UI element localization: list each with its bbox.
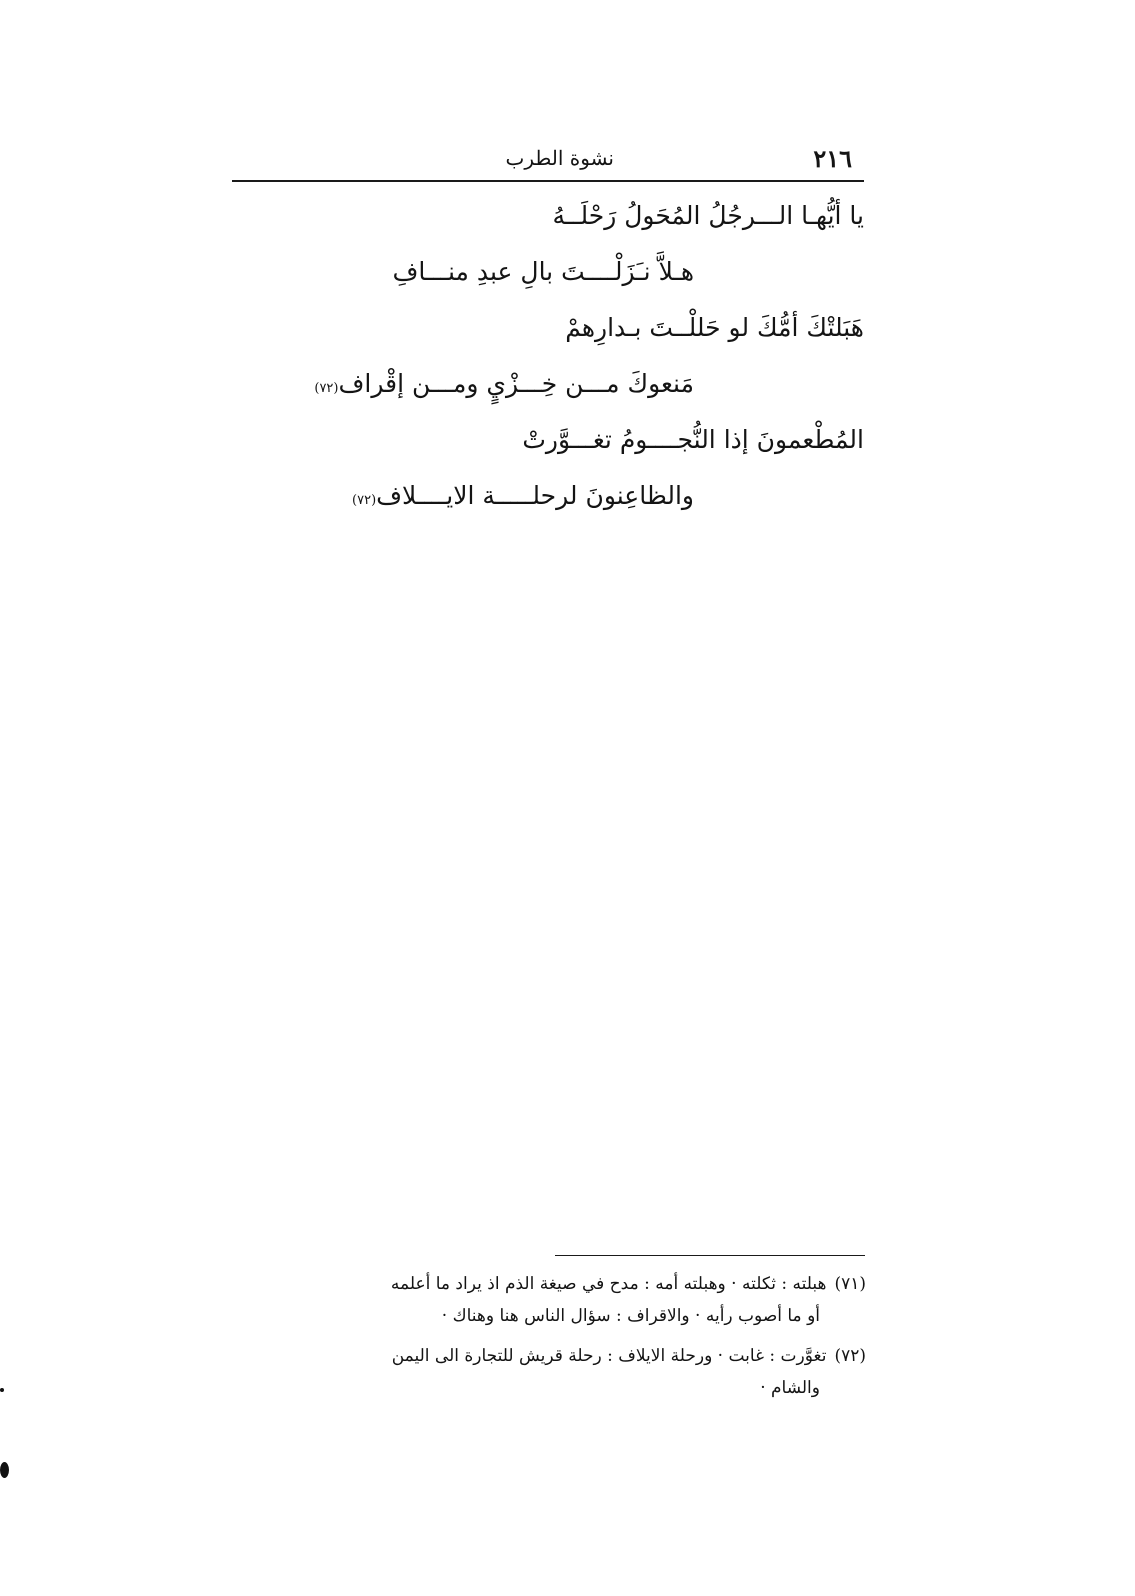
- footnotes: [232, 1268, 866, 1412]
- poem-line: [232, 196, 864, 236]
- scan-speck: [0, 1388, 4, 1392]
- footnote-line: [232, 1268, 866, 1300]
- page-number: ٢١٦: [813, 144, 852, 173]
- running-header: [232, 140, 864, 180]
- footnote-text: أو ما أصوب رأيه · والاقراف : سؤال الناس هنا وهناك ·: [441, 1306, 820, 1326]
- poem-line: [232, 476, 864, 516]
- poem-line: [232, 420, 864, 460]
- poem-line: [232, 252, 864, 292]
- footnote-line: [232, 1300, 866, 1332]
- poem-line-text: يا أيُّهـا الـــرجُلُ المُحَولُ رَحْلَــهُ: [552, 201, 864, 230]
- footnote: [232, 1340, 866, 1404]
- footnote-text: تغوَّرت : غابت · ورحلة الايلاف : رحلة قريش للتجارة الى اليمن: [391, 1346, 827, 1366]
- poem-line-text: هـلاَّ نـَزَلْــــتَ بالِ عبدِ منـــافِ: [392, 257, 694, 286]
- header-rule: [232, 180, 864, 182]
- scan-speck: [0, 1462, 9, 1478]
- poem-line-text: والظاعِنونَ لرحلـــــة الايــــلاف: [376, 481, 694, 510]
- footnote-line: [232, 1372, 866, 1404]
- poem-line-text: هَبَلتْكَ أمُّكَ لو حَللْــتَ بـدارِهمْ: [565, 313, 864, 342]
- poem-line-text: مَنعوكَ مـــن خِـــزْيٍ ومـــن إقْراف: [338, 369, 694, 398]
- poem-line-text: المُطْعمونَ إذا النُّجــــومُ تغـــوَّرتْ: [522, 425, 864, 454]
- footnote-marker: (٧٢): [352, 493, 377, 508]
- footnote-text: والشام ·: [760, 1378, 820, 1398]
- footnote: [232, 1268, 866, 1332]
- running-title: نشوة الطرب: [505, 146, 614, 170]
- footnote-separator: [555, 1255, 865, 1256]
- footnote-number: (٧١): [834, 1274, 866, 1294]
- poem-line: [232, 364, 864, 404]
- footnote-number: (٧٢): [834, 1346, 866, 1366]
- footnote-line: [232, 1340, 866, 1372]
- poem-line: [232, 308, 864, 348]
- footnote-text: هبلته : ثكلته · وهبلته أمه : مدح في صيغة الذم اذ يراد ما أعلمه: [390, 1274, 827, 1294]
- footnote-marker: (٧٢): [314, 381, 339, 396]
